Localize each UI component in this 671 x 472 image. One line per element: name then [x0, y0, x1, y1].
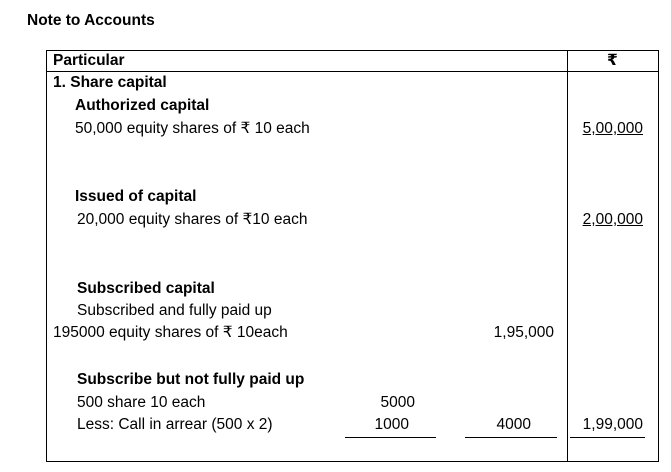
not-fully-paid-line1-amount: 5000: [380, 394, 415, 411]
line2-amount-underline: [345, 437, 436, 438]
total-underline: [570, 437, 645, 438]
column-header-amount: ₹: [607, 52, 618, 69]
subscribed-capital-sub-amount: 1,95,000: [493, 324, 554, 341]
note-heading: Note to Accounts: [27, 12, 155, 29]
not-fully-paid-net-amount: 4000: [496, 416, 531, 433]
subscribed-capital-line1: Subscribed and fully paid up: [77, 302, 272, 319]
not-fully-paid-line2-amount: 1000: [374, 416, 409, 433]
share-capital-total: 1,99,000: [582, 416, 643, 433]
table-left-border: [46, 50, 47, 462]
authorized-capital-amount: 5,00,000: [582, 120, 643, 137]
subscribed-capital-line2: 195000 equity shares of ₹ 10each: [53, 324, 288, 341]
authorized-capital-line: 50,000 equity shares of ₹ 10 each: [75, 120, 310, 137]
authorized-capital-title: Authorized capital: [75, 97, 210, 114]
not-fully-paid-line1: 500 share 10 each: [77, 394, 206, 411]
amount-column-divider: [567, 50, 568, 462]
issued-capital-amount: 2,00,000: [582, 211, 643, 228]
issued-capital-title: Issued of capital: [75, 188, 197, 205]
net-amount-underline: [465, 437, 557, 438]
not-fully-paid-line2: Less: Call in arrear (500 x 2): [77, 416, 273, 433]
table-right-border: [658, 50, 659, 462]
issued-capital-line: 20,000 equity shares of ₹10 each: [77, 211, 308, 228]
section-title: 1. Share capital: [53, 74, 167, 91]
subscribed-capital-title: Subscribed capital: [77, 280, 215, 297]
column-header-particular: Particular: [53, 52, 125, 69]
not-fully-paid-title: Subscribe but not fully paid up: [77, 371, 305, 388]
